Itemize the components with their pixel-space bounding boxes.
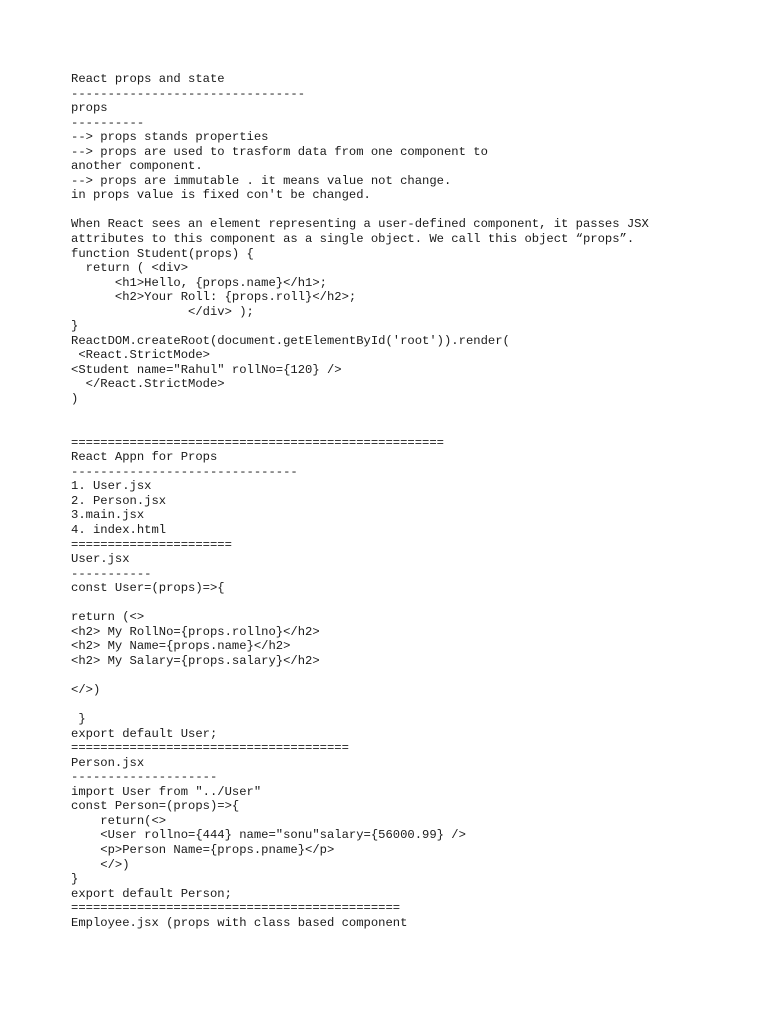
section-heading-person: Person.jsx: [71, 755, 145, 770]
code-line: </>): [71, 682, 101, 697]
code-line: </div> );: [71, 304, 254, 319]
code-line: }: [71, 872, 79, 887]
blank-line: [71, 407, 751, 422]
code-line: }: [71, 319, 79, 334]
separator-line: ===================================================: [71, 435, 444, 450]
section-heading-user: User.jsx: [71, 552, 130, 567]
doc-title: React props and state: [71, 72, 225, 86]
code-line: }: [71, 712, 86, 727]
text-line: another component.: [71, 159, 203, 174]
separator-line: ======================================: [71, 741, 349, 756]
code-line: <Student name="Rahul" rollNo={120} />: [71, 362, 342, 377]
code-line: <h2>Your Roll: {props.roll}</h2>;: [71, 290, 357, 305]
separator-line: =============================================: [71, 901, 401, 916]
code-line: </>): [71, 857, 130, 872]
separator-line: -------------------------------: [71, 464, 298, 479]
blank-line: [71, 668, 751, 683]
separator-line: -----------: [71, 566, 152, 581]
section-heading-appn: React Appn for Props: [71, 450, 218, 465]
separator-line: --------------------------------: [71, 86, 306, 101]
code-line: const Person=(props)=>{: [71, 799, 240, 814]
code-line: import User from "../User": [71, 784, 262, 799]
code-line: export default Person;: [71, 886, 232, 901]
document-page: [71, 72, 751, 930]
text-line: --> props are immutable . it means value not change.: [71, 173, 452, 188]
list-item: 3.main.jsx: [71, 508, 145, 523]
blank-line: [71, 596, 751, 611]
code-line: return ( <div>: [71, 261, 189, 276]
blank-line: [71, 203, 751, 218]
text-line: in props value is fixed con't be changed.: [71, 188, 371, 203]
text-line: attributes to this component as a single object. We call this object “props”.: [71, 232, 635, 247]
separator-line: ======================: [71, 537, 232, 552]
code-line: </React.StrictMode>: [71, 377, 225, 392]
code-line: function Student(props) {: [71, 246, 254, 261]
code-line: const User=(props)=>{: [71, 581, 225, 596]
text-line: --> props are used to trasform data from one component to: [71, 144, 488, 159]
text-line: When React sees an element representing a user-defined component, it passes JSX: [71, 217, 649, 232]
code-line: ): [71, 392, 79, 407]
code-line: <React.StrictMode>: [71, 348, 210, 363]
blank-line: [71, 698, 751, 713]
code-line: return(<>: [71, 813, 167, 828]
separator-line: --------------------: [71, 770, 218, 785]
list-item: 1. User.jsx: [71, 479, 152, 494]
code-line: export default User;: [71, 726, 218, 741]
list-item: 4. index.html: [71, 522, 167, 537]
text-line: --> props stands properties: [71, 130, 269, 145]
section-heading-employee: Employee.jsx (props with class based component: [71, 915, 408, 930]
list-item: 2. Person.jsx: [71, 493, 167, 508]
code-line: <h2> My RollNo={props.rollno}</h2>: [71, 624, 320, 639]
code-line: <h1>Hello, {props.name}</h1>;: [71, 275, 327, 290]
code-line: <p>Person Name={props.pname}</p>: [71, 842, 335, 857]
code-line: <User rollno={444} name="sonu"salary={56000.99} />: [71, 828, 466, 843]
code-line: <h2> My Name={props.name}</h2>: [71, 639, 291, 654]
code-line: return (<>: [71, 610, 145, 625]
code-line: ReactDOM.createRoot(document.getElementById('root')).render(: [71, 333, 510, 348]
code-line: <h2> My Salary={props.salary}</h2>: [71, 653, 320, 668]
section-heading-props: props: [71, 101, 108, 116]
separator-line: ----------: [71, 115, 145, 130]
blank-line: [71, 421, 751, 436]
